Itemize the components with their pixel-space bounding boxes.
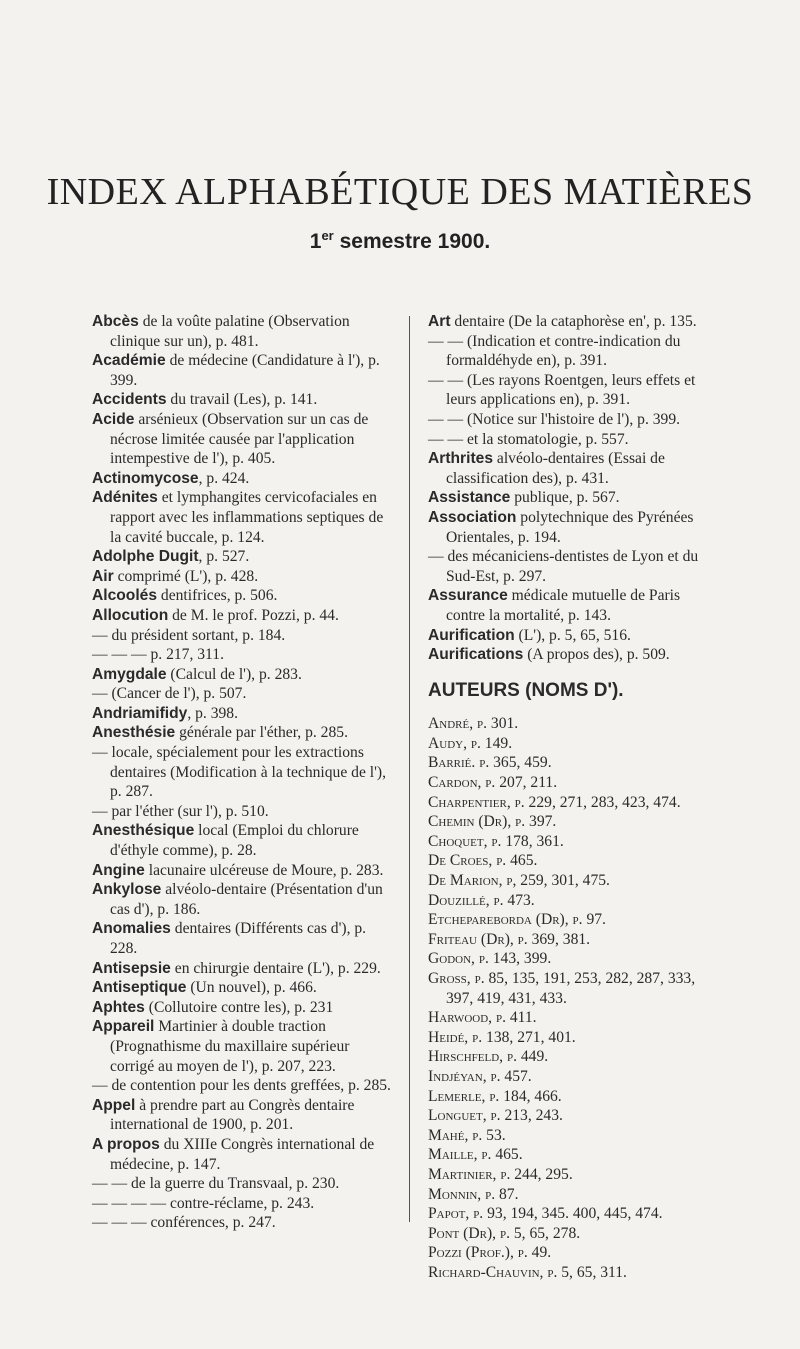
author-entry: Monnin, p. 87. [428, 1185, 519, 1203]
entry-headword: Assistance [428, 489, 511, 507]
author-entry: André, p. 301. [428, 715, 519, 733]
index-entry [92, 567, 392, 587]
entry-headword: Appel [92, 1096, 136, 1114]
index-entry [92, 469, 392, 489]
author-entry: Martinier, p. 244, 295. [428, 1165, 573, 1183]
entry-headword: Amygdale [92, 665, 167, 683]
index-entry [92, 998, 392, 1018]
index-entry [428, 645, 720, 665]
index-entry [92, 645, 392, 665]
entry-text: du XIIIe Congrès international de médecine, p. 147. [110, 1135, 375, 1173]
entry-headword: Anesthésie [92, 724, 176, 742]
index-entry [92, 880, 392, 919]
entry-text: — — (Notice sur l'histoire de l'), p. 399. [428, 410, 681, 428]
author-entry: Hirschfeld, p. 449. [428, 1048, 549, 1066]
entry-text: alvéolo-dentaire (Présentation d'un cas d'), p. 186. [110, 881, 383, 918]
entry-headword: Antiseptique [92, 979, 187, 997]
entry-text: — de contention pour les dents greffées, p. 285. [92, 1077, 391, 1095]
entry-headword: Assurance [428, 587, 508, 605]
index-entry [92, 1213, 392, 1233]
index-entry [428, 312, 720, 332]
entry-text: comprimé (L'), p. 428. [113, 567, 259, 585]
entry-headword: Association [428, 508, 517, 526]
page-subtitle [0, 228, 800, 254]
index-entry [428, 586, 720, 625]
entry-headword: Actinomycose [92, 469, 199, 487]
entry-headword: Air [92, 567, 114, 585]
subtitle-ordinal: 1 [309, 230, 322, 253]
entry-headword: Ankylose [92, 881, 162, 899]
index-entry [92, 586, 392, 606]
entry-headword: Appareil [92, 1018, 155, 1036]
index-entry [428, 626, 720, 646]
column-divider [409, 316, 410, 1222]
entry-headword: Acide [92, 410, 135, 428]
index-entry [92, 351, 392, 390]
right-entries [428, 312, 720, 665]
author-entry: Heidé, p. 138, 271, 401. [428, 1028, 576, 1046]
right-column [428, 312, 720, 1283]
entry-text: — — — — contre-réclame, p. 243. [92, 1194, 315, 1212]
index-entry [92, 1017, 392, 1076]
author-entry: Longuet, p. 213, 243. [428, 1107, 563, 1125]
entry-headword: Antisepsie [92, 959, 171, 977]
index-entry [428, 449, 720, 488]
entry-headword: Adolphe Dugit [92, 548, 199, 566]
entry-text: générale par l'éther, p. 285. [175, 724, 348, 742]
author-entry: Chemin (Dr), p. 397. [428, 813, 557, 831]
index-entry [92, 861, 392, 881]
entry-text: — des mécaniciens-dentistes de Lyon et du Sud-Est, p. 297. [428, 548, 699, 585]
index-entry [92, 723, 392, 743]
index-entry [428, 508, 720, 547]
entry-text: de M. le prof. Pozzi, p. 44. [168, 606, 339, 624]
entry-headword: Allocution [92, 606, 169, 624]
entry-text: — — (Indication et contre-indication du formaldéhyde en), p. 391. [428, 332, 681, 370]
author-entry: Barrié. p. 365, 459. [428, 754, 552, 772]
entry-headword: Arthrites [428, 450, 493, 468]
index-entry [92, 1135, 392, 1174]
author-entry: Charpentier, p. 229, 271, 283, 423, 474. [428, 793, 681, 811]
index-entry [92, 390, 392, 410]
entry-text: — (Cancer de l'), p. 507. [92, 685, 247, 703]
author-entry: Etchepareborda (Dr), p. 97. [428, 911, 606, 929]
entry-text: (Calcul de l'), p. 283. [166, 665, 302, 683]
author-entry: Lemerle, p. 184, 466. [428, 1087, 562, 1105]
authors-list [428, 714, 720, 1282]
index-entry [92, 665, 392, 685]
entry-text: du travail (Les), p. 141. [166, 391, 318, 409]
entry-text: Martinier à double traction (Prognathisme du maxillaire supérieur corrigé au moyen de l'), p. 207, 223. [110, 1018, 350, 1075]
index-entry [92, 704, 392, 724]
entry-text: (A propos des), p. 509. [523, 646, 670, 664]
subtitle-rest: semestre 1900. [333, 230, 491, 253]
entry-text: , p. 424. [198, 469, 250, 487]
entry-text: — — de la guerre du Transvaal, p. 230. [92, 1175, 340, 1193]
entry-headword: Accidents [92, 391, 167, 409]
author-entry: Godon, p. 143, 399. [428, 950, 552, 968]
entry-text: (L'), p. 5, 65, 516. [514, 626, 631, 644]
index-entry [92, 547, 392, 567]
entry-text: arsénieux (Observation sur un cas de nécrose limitée causée par l'application intempestive de l'), p. 405. [110, 410, 369, 468]
entry-text: dentaires (Différents cas d'), p. 228. [110, 920, 367, 957]
entry-text: dentaire (De la cataphorèse en', p. 135. [450, 313, 697, 330]
index-entry [428, 430, 720, 450]
entry-text: à prendre part au Congrès dentaire international de 1900, p. 201. [110, 1096, 355, 1134]
author-entry: Pont (Dr), p. 5, 65, 278. [428, 1224, 581, 1242]
entry-text: — — et la stomatologie, p. 557. [428, 430, 629, 448]
index-entry [428, 488, 720, 508]
index-entry [92, 684, 392, 704]
author-entry: Harwood, p. 411. [428, 1009, 537, 1027]
index-entry [428, 410, 720, 430]
index-entry [92, 1076, 392, 1096]
author-entry: Choquet, p. 178, 361. [428, 832, 564, 850]
index-entry [92, 1096, 392, 1135]
author-entry: Indjéyan, p. 457. [428, 1067, 532, 1085]
authors-heading: AUTEURS (NOMS D'). [428, 679, 624, 701]
index-entry [428, 547, 720, 586]
entry-text: — — (Les rayons Roentgen, leurs effets et leurs applications en), p. 391. [428, 371, 696, 409]
index-entry [92, 1174, 392, 1194]
entry-text: — — — conférences, p. 247. [92, 1214, 276, 1232]
index-entry [92, 959, 392, 979]
index-entry [92, 1194, 392, 1214]
author-entry: Douzillé, p. 473. [428, 891, 535, 909]
entry-headword: Andriamifidy [92, 704, 188, 722]
entry-headword: Art [428, 313, 451, 330]
entry-text: de la voûte palatine (Observation clinique sur un), p. 481. [110, 313, 350, 350]
entry-text: lacunaire ulcéreuse de Moure, p. 283. [144, 861, 384, 879]
entry-headword: Angine [92, 861, 145, 879]
author-entry: Pozzi (Prof.), p. 49. [428, 1244, 552, 1262]
index-entry [92, 821, 392, 860]
index-entry [92, 978, 392, 998]
author-entry: De Marion, p, 259, 301, 475. [428, 872, 610, 890]
author-entry: Friteau (Dr), p. 369, 381. [428, 930, 591, 948]
author-entry: Maille, p. 465. [428, 1146, 523, 1164]
subtitle-suffix: er [321, 228, 334, 243]
entry-headword: Anesthésique [92, 822, 195, 840]
entry-text: (Collutoire contre les), p. 231 [144, 998, 334, 1016]
entry-text: publique, p. 567. [510, 489, 620, 507]
entry-text: , p. 527. [198, 548, 250, 566]
index-entry [92, 626, 392, 646]
entry-text: médicale mutuelle de Paris contre la mortalité, p. 143. [446, 587, 681, 624]
author-entry: Cardon, p. 207, 211. [428, 774, 558, 792]
entry-headword: Aurification [428, 626, 515, 644]
author-entry: Gross, p. 85, 135, 191, 253, 282, 287, 333, 397, 419, 431, 433. [428, 970, 696, 1007]
left-column [92, 312, 392, 1233]
page-title: INDEX ALPHABÉTIQUE DES MATIÈRES [46, 171, 754, 213]
index-entry [92, 488, 392, 547]
entry-headword: Alcoolés [92, 587, 157, 605]
index-entry [92, 802, 392, 822]
entry-text: de médecine (Candidature à l'), p. 399. [110, 352, 380, 389]
entry-text: polytechnique des Pyrénées Orientales, p. 194. [446, 508, 694, 546]
author-entry: De Croes, p. 465. [428, 852, 538, 870]
entry-headword: Abcès [92, 313, 139, 330]
entry-headword: Aurifications [428, 646, 524, 664]
entry-text: (Un nouvel), p. 466. [186, 979, 317, 997]
author-entry: Richard-Chauvin, p. 5, 65, 311. [428, 1263, 627, 1281]
entry-headword: Académie [92, 352, 166, 370]
author-entry: Mahé, p. 53. [428, 1126, 506, 1144]
index-entry [428, 332, 720, 371]
entry-text: — — — p. 217, 311. [92, 646, 224, 664]
index-entry [428, 371, 720, 410]
entry-headword: Adénites [92, 489, 158, 507]
index-entry [92, 312, 392, 351]
entry-text: en chirurgie dentaire (L'), p. 229. [170, 959, 381, 977]
author-entry: Papot, p. 93, 194, 345. 400, 445, 474. [428, 1205, 663, 1223]
entry-text: — par l'éther (sur l'), p. 510. [92, 802, 269, 820]
entry-text: — du président sortant, p. 184. [92, 626, 286, 644]
entry-headword: Anomalies [92, 920, 171, 938]
entry-text: local (Emploi du chlorure d'éthyle comme), p. 28. [110, 822, 359, 860]
author-entry: Audy, p. 149. [428, 734, 513, 752]
index-entry [92, 743, 392, 802]
entry-headword: Aphtes [92, 998, 145, 1016]
index-entry [92, 606, 392, 626]
entry-text: , p. 398. [187, 704, 238, 722]
entry-text: alvéolo-dentaires (Essai de classification des), p. 431. [446, 450, 665, 487]
entry-text: et lymphangites cervicofaciales en rapport avec les inflammations septiques de la cavité buccale, p. 124. [110, 489, 384, 546]
entry-text: — locale, spécialement pour les extractions dentaires (Modification à la technique de l'), p. 287. [92, 744, 387, 801]
index-entry [92, 919, 392, 958]
index-entry [92, 410, 392, 469]
entry-text: dentifrices, p. 506. [157, 587, 278, 605]
entry-headword: A propos [92, 1135, 160, 1153]
